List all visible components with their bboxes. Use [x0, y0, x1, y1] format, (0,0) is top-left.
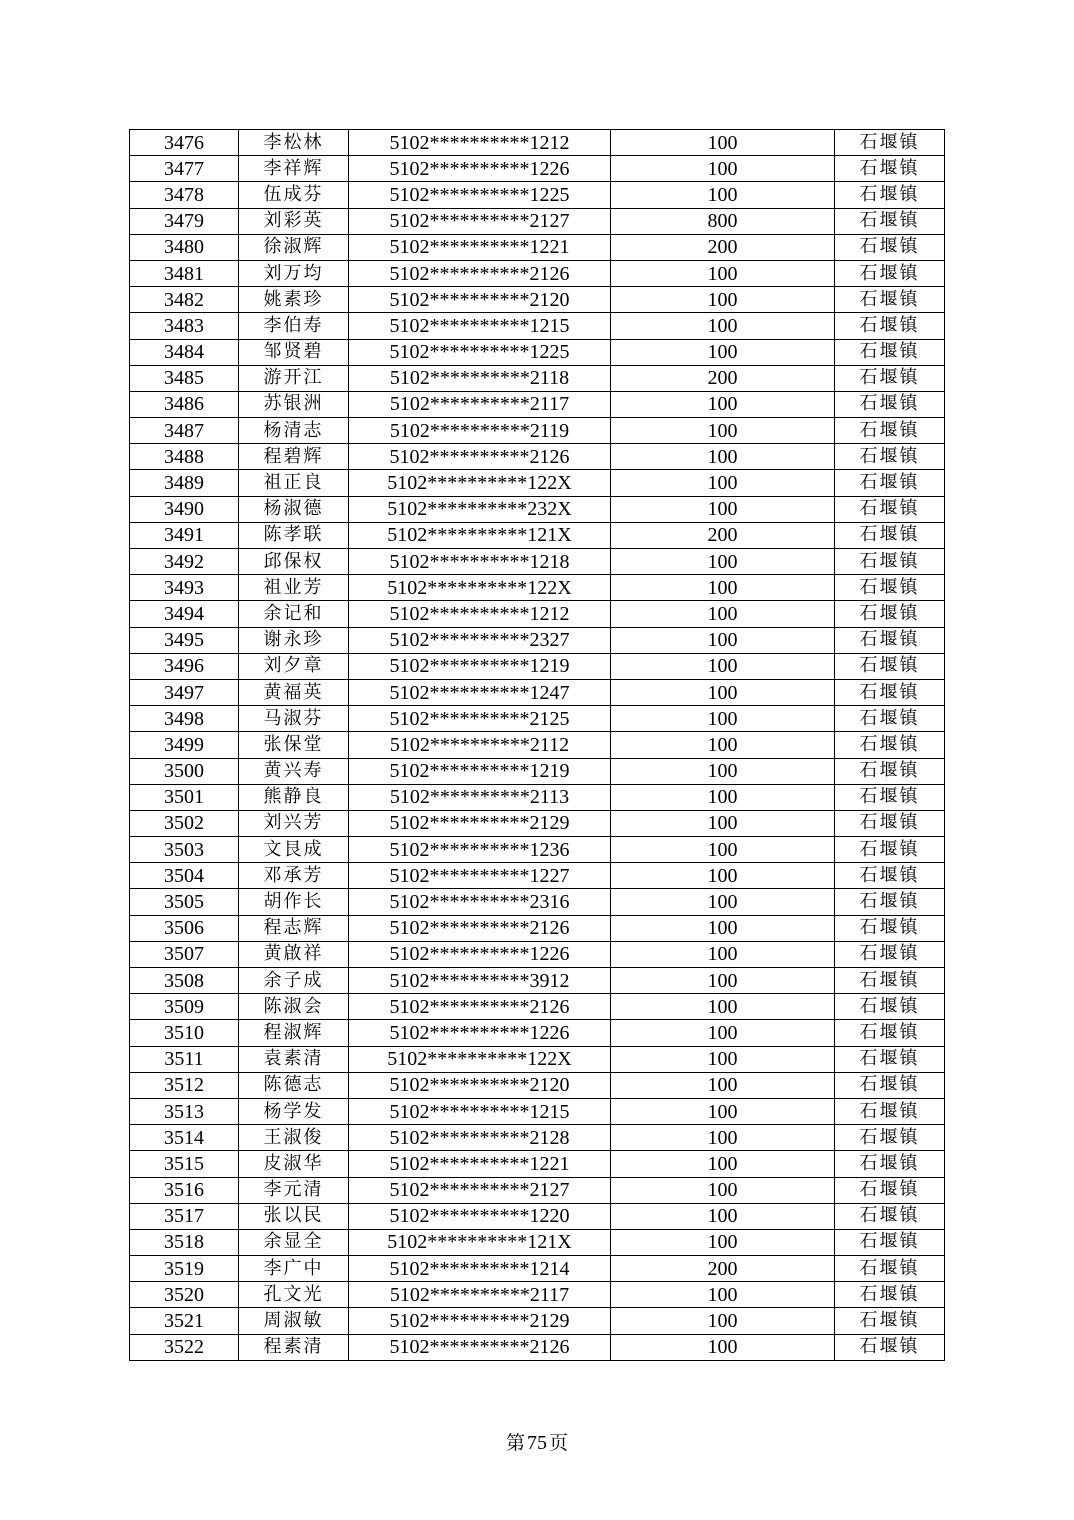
page-footer — [0, 1428, 1074, 1455]
id-number-cell: 5102**********2129 — [349, 810, 611, 836]
name-cell: 游开江 — [239, 365, 349, 391]
id-number-cell: 5102**********2112 — [349, 732, 611, 758]
table-row — [130, 941, 945, 967]
amount-cell: 200 — [611, 1256, 835, 1282]
id-number-cell: 5102**********1225 — [349, 339, 611, 365]
town-cell: 石堰镇 — [835, 1098, 945, 1124]
id-number-cell: 5102**********122X — [349, 1046, 611, 1072]
name-cell: 苏银洲 — [239, 391, 349, 417]
town-cell: 石堰镇 — [835, 679, 945, 705]
serial-number-cell: 3518 — [130, 1229, 239, 1255]
name-cell: 黄兴寿 — [239, 758, 349, 784]
town-cell: 石堰镇 — [835, 968, 945, 994]
table-row — [130, 208, 945, 234]
id-number-cell: 5102**********1236 — [349, 837, 611, 863]
town-cell: 石堰镇 — [835, 444, 945, 470]
table-row — [130, 1020, 945, 1046]
town-cell: 石堰镇 — [835, 1177, 945, 1203]
table-row — [130, 1256, 945, 1282]
id-number-cell: 5102**********2126 — [349, 260, 611, 286]
amount-cell: 100 — [611, 1229, 835, 1255]
page-footer-prefix: 第 — [505, 1432, 525, 1454]
serial-number-cell: 3502 — [130, 810, 239, 836]
amount-cell: 100 — [611, 837, 835, 863]
table-row — [130, 889, 945, 915]
id-number-cell: 5102**********121X — [349, 1229, 611, 1255]
records-table — [129, 129, 945, 1361]
table-row — [130, 601, 945, 627]
table-row — [130, 653, 945, 679]
name-cell: 周淑敏 — [239, 1308, 349, 1334]
town-cell: 石堰镇 — [835, 549, 945, 575]
serial-number-cell: 3511 — [130, 1046, 239, 1072]
serial-number-cell: 3483 — [130, 313, 239, 339]
name-cell: 袁素清 — [239, 1046, 349, 1072]
table-row — [130, 706, 945, 732]
serial-number-cell: 3510 — [130, 1020, 239, 1046]
serial-number-cell: 3501 — [130, 784, 239, 810]
serial-number-cell: 3508 — [130, 968, 239, 994]
name-cell: 余记和 — [239, 601, 349, 627]
table-row — [130, 339, 945, 365]
serial-number-cell: 3486 — [130, 391, 239, 417]
table-row — [130, 994, 945, 1020]
town-cell: 石堰镇 — [835, 706, 945, 732]
id-number-cell: 5102**********1247 — [349, 679, 611, 705]
id-number-cell: 5102**********232X — [349, 496, 611, 522]
amount-cell: 100 — [611, 1177, 835, 1203]
amount-cell: 100 — [611, 444, 835, 470]
table-row — [130, 182, 945, 208]
name-cell: 黄啟祥 — [239, 941, 349, 967]
amount-cell: 100 — [611, 706, 835, 732]
town-cell: 石堰镇 — [835, 522, 945, 548]
town-cell: 石堰镇 — [835, 182, 945, 208]
name-cell: 李松林 — [239, 130, 349, 156]
serial-number-cell: 3484 — [130, 339, 239, 365]
amount-cell: 100 — [611, 260, 835, 286]
serial-number-cell: 3516 — [130, 1177, 239, 1203]
name-cell: 李祥辉 — [239, 156, 349, 182]
name-cell: 祖正良 — [239, 470, 349, 496]
serial-number-cell: 3477 — [130, 156, 239, 182]
id-number-cell: 5102**********2120 — [349, 287, 611, 313]
serial-number-cell: 3482 — [130, 287, 239, 313]
serial-number-cell: 3487 — [130, 418, 239, 444]
id-number-cell: 5102**********2125 — [349, 706, 611, 732]
amount-cell: 100 — [611, 653, 835, 679]
serial-number-cell: 3491 — [130, 522, 239, 548]
name-cell: 程素清 — [239, 1334, 349, 1360]
town-cell: 石堰镇 — [835, 994, 945, 1020]
town-cell: 石堰镇 — [835, 1203, 945, 1229]
id-number-cell: 5102**********1212 — [349, 130, 611, 156]
id-number-cell: 5102**********2113 — [349, 784, 611, 810]
id-number-cell: 5102**********1212 — [349, 601, 611, 627]
serial-number-cell: 3488 — [130, 444, 239, 470]
table-row — [130, 679, 945, 705]
id-number-cell: 5102**********2127 — [349, 1177, 611, 1203]
id-number-cell: 5102**********121X — [349, 522, 611, 548]
name-cell: 徐淑辉 — [239, 234, 349, 260]
name-cell: 皮淑华 — [239, 1151, 349, 1177]
table-row — [130, 365, 945, 391]
serial-number-cell: 3478 — [130, 182, 239, 208]
name-cell: 谢永珍 — [239, 627, 349, 653]
name-cell: 李广中 — [239, 1256, 349, 1282]
id-number-cell: 5102**********2120 — [349, 1072, 611, 1098]
table-row — [130, 1334, 945, 1360]
serial-number-cell: 3492 — [130, 549, 239, 575]
table-row — [130, 627, 945, 653]
id-number-cell: 5102**********1226 — [349, 156, 611, 182]
table-row — [130, 496, 945, 522]
amount-cell: 100 — [611, 313, 835, 339]
town-cell: 石堰镇 — [835, 1046, 945, 1072]
name-cell: 陈淑会 — [239, 994, 349, 1020]
name-cell: 孔文光 — [239, 1282, 349, 1308]
town-cell: 石堰镇 — [835, 1256, 945, 1282]
serial-number-cell: 3481 — [130, 260, 239, 286]
id-number-cell: 5102**********1226 — [349, 1020, 611, 1046]
name-cell: 邱保权 — [239, 549, 349, 575]
serial-number-cell: 3514 — [130, 1125, 239, 1151]
id-number-cell: 5102**********2117 — [349, 391, 611, 417]
town-cell: 石堰镇 — [835, 784, 945, 810]
serial-number-cell: 3509 — [130, 994, 239, 1020]
town-cell: 石堰镇 — [835, 1151, 945, 1177]
serial-number-cell: 3480 — [130, 234, 239, 260]
records-table-body — [130, 130, 945, 1361]
name-cell: 李元清 — [239, 1177, 349, 1203]
name-cell: 余显全 — [239, 1229, 349, 1255]
amount-cell: 800 — [611, 208, 835, 234]
id-number-cell: 5102**********2118 — [349, 365, 611, 391]
table-row — [130, 1151, 945, 1177]
id-number-cell: 5102**********2129 — [349, 1308, 611, 1334]
name-cell: 刘兴芳 — [239, 810, 349, 836]
town-cell: 石堰镇 — [835, 339, 945, 365]
serial-number-cell: 3521 — [130, 1308, 239, 1334]
amount-cell: 200 — [611, 234, 835, 260]
amount-cell: 200 — [611, 522, 835, 548]
name-cell: 杨淑德 — [239, 496, 349, 522]
name-cell: 黄福英 — [239, 679, 349, 705]
amount-cell: 100 — [611, 627, 835, 653]
name-cell: 姚素珍 — [239, 287, 349, 313]
serial-number-cell: 3495 — [130, 627, 239, 653]
amount-cell: 100 — [611, 1046, 835, 1072]
name-cell: 刘夕章 — [239, 653, 349, 679]
name-cell: 祖业芳 — [239, 575, 349, 601]
name-cell: 熊静良 — [239, 784, 349, 810]
table-row — [130, 313, 945, 339]
amount-cell: 200 — [611, 365, 835, 391]
table-row — [130, 470, 945, 496]
page-footer-suffix: 页 — [549, 1432, 569, 1454]
id-number-cell: 5102**********2119 — [349, 418, 611, 444]
id-number-cell: 5102**********1219 — [349, 758, 611, 784]
town-cell: 石堰镇 — [835, 391, 945, 417]
amount-cell: 100 — [611, 994, 835, 1020]
name-cell: 王淑俊 — [239, 1125, 349, 1151]
amount-cell: 100 — [611, 1282, 835, 1308]
town-cell: 石堰镇 — [835, 1125, 945, 1151]
serial-number-cell: 3506 — [130, 915, 239, 941]
name-cell: 邓承芳 — [239, 863, 349, 889]
town-cell: 石堰镇 — [835, 732, 945, 758]
amount-cell: 100 — [611, 130, 835, 156]
town-cell: 石堰镇 — [835, 863, 945, 889]
town-cell: 石堰镇 — [835, 915, 945, 941]
table-row — [130, 444, 945, 470]
amount-cell: 100 — [611, 287, 835, 313]
id-number-cell: 5102**********1221 — [349, 1151, 611, 1177]
table-row — [130, 915, 945, 941]
name-cell: 程志辉 — [239, 915, 349, 941]
serial-number-cell: 3496 — [130, 653, 239, 679]
table-row — [130, 260, 945, 286]
amount-cell: 100 — [611, 679, 835, 705]
town-cell: 石堰镇 — [835, 287, 945, 313]
town-cell: 石堰镇 — [835, 156, 945, 182]
id-number-cell: 5102**********2316 — [349, 889, 611, 915]
table-row — [130, 837, 945, 863]
town-cell: 石堰镇 — [835, 941, 945, 967]
name-cell: 文艮成 — [239, 837, 349, 863]
table-row — [130, 1203, 945, 1229]
amount-cell: 100 — [611, 549, 835, 575]
town-cell: 石堰镇 — [835, 653, 945, 679]
name-cell: 张以民 — [239, 1203, 349, 1229]
page-number: 75 — [527, 1432, 547, 1454]
name-cell: 杨清志 — [239, 418, 349, 444]
table-row — [130, 1229, 945, 1255]
table-row — [130, 418, 945, 444]
amount-cell: 100 — [611, 1125, 835, 1151]
serial-number-cell: 3500 — [130, 758, 239, 784]
town-cell: 石堰镇 — [835, 1072, 945, 1098]
id-number-cell: 5102**********1227 — [349, 863, 611, 889]
serial-number-cell: 3520 — [130, 1282, 239, 1308]
serial-number-cell: 3497 — [130, 679, 239, 705]
serial-number-cell: 3505 — [130, 889, 239, 915]
town-cell: 石堰镇 — [835, 1229, 945, 1255]
name-cell: 杨学发 — [239, 1098, 349, 1124]
amount-cell: 100 — [611, 1151, 835, 1177]
amount-cell: 100 — [611, 732, 835, 758]
town-cell: 石堰镇 — [835, 260, 945, 286]
town-cell: 石堰镇 — [835, 758, 945, 784]
town-cell: 石堰镇 — [835, 234, 945, 260]
id-number-cell: 5102**********2126 — [349, 994, 611, 1020]
id-number-cell: 5102**********2126 — [349, 444, 611, 470]
amount-cell: 100 — [611, 889, 835, 915]
amount-cell: 100 — [611, 339, 835, 365]
id-number-cell: 5102**********3912 — [349, 968, 611, 994]
town-cell: 石堰镇 — [835, 130, 945, 156]
serial-number-cell: 3479 — [130, 208, 239, 234]
serial-number-cell: 3504 — [130, 863, 239, 889]
id-number-cell: 5102**********122X — [349, 470, 611, 496]
serial-number-cell: 3515 — [130, 1151, 239, 1177]
id-number-cell: 5102**********2128 — [349, 1125, 611, 1151]
town-cell: 石堰镇 — [835, 575, 945, 601]
table-row — [130, 156, 945, 182]
town-cell: 石堰镇 — [835, 1308, 945, 1334]
serial-number-cell: 3494 — [130, 601, 239, 627]
town-cell: 石堰镇 — [835, 837, 945, 863]
id-number-cell: 5102**********2126 — [349, 1334, 611, 1360]
table-row — [130, 1098, 945, 1124]
serial-number-cell: 3503 — [130, 837, 239, 863]
town-cell: 石堰镇 — [835, 365, 945, 391]
table-row — [130, 1177, 945, 1203]
id-number-cell: 5102**********1219 — [349, 653, 611, 679]
town-cell: 石堰镇 — [835, 810, 945, 836]
amount-cell: 100 — [611, 810, 835, 836]
amount-cell: 100 — [611, 391, 835, 417]
id-number-cell: 5102**********1225 — [349, 182, 611, 208]
id-number-cell: 5102**********2126 — [349, 915, 611, 941]
name-cell: 刘彩英 — [239, 208, 349, 234]
table-row — [130, 810, 945, 836]
id-number-cell: 5102**********1221 — [349, 234, 611, 260]
amount-cell: 100 — [611, 863, 835, 889]
name-cell: 李伯寿 — [239, 313, 349, 339]
table-row — [130, 1125, 945, 1151]
name-cell: 邹贤碧 — [239, 339, 349, 365]
name-cell: 马淑芬 — [239, 706, 349, 732]
id-number-cell: 5102**********1220 — [349, 1203, 611, 1229]
table-row — [130, 1046, 945, 1072]
table-row — [130, 968, 945, 994]
town-cell: 石堰镇 — [835, 601, 945, 627]
amount-cell: 100 — [611, 601, 835, 627]
town-cell: 石堰镇 — [835, 313, 945, 339]
name-cell: 张保堂 — [239, 732, 349, 758]
amount-cell: 100 — [611, 1098, 835, 1124]
table-row — [130, 863, 945, 889]
name-cell: 胡作长 — [239, 889, 349, 915]
serial-number-cell: 3522 — [130, 1334, 239, 1360]
table-row — [130, 784, 945, 810]
id-number-cell: 5102**********1215 — [349, 313, 611, 339]
serial-number-cell: 3493 — [130, 575, 239, 601]
name-cell: 刘万均 — [239, 260, 349, 286]
serial-number-cell: 3519 — [130, 1256, 239, 1282]
table-row — [130, 758, 945, 784]
id-number-cell: 5102**********1218 — [349, 549, 611, 575]
table-row — [130, 1308, 945, 1334]
serial-number-cell: 3498 — [130, 706, 239, 732]
id-number-cell: 5102**********1214 — [349, 1256, 611, 1282]
table-row — [130, 130, 945, 156]
amount-cell: 100 — [611, 496, 835, 522]
amount-cell: 100 — [611, 1072, 835, 1098]
serial-number-cell: 3489 — [130, 470, 239, 496]
amount-cell: 100 — [611, 575, 835, 601]
serial-number-cell: 3507 — [130, 941, 239, 967]
name-cell: 伍成芬 — [239, 182, 349, 208]
amount-cell: 100 — [611, 1308, 835, 1334]
serial-number-cell: 3517 — [130, 1203, 239, 1229]
amount-cell: 100 — [611, 1020, 835, 1046]
id-number-cell: 5102**********2327 — [349, 627, 611, 653]
amount-cell: 100 — [611, 182, 835, 208]
town-cell: 石堰镇 — [835, 1282, 945, 1308]
amount-cell: 100 — [611, 418, 835, 444]
name-cell: 程淑辉 — [239, 1020, 349, 1046]
id-number-cell: 5102**********1215 — [349, 1098, 611, 1124]
amount-cell: 100 — [611, 968, 835, 994]
serial-number-cell: 3513 — [130, 1098, 239, 1124]
town-cell: 石堰镇 — [835, 1020, 945, 1046]
amount-cell: 100 — [611, 941, 835, 967]
town-cell: 石堰镇 — [835, 496, 945, 522]
table-row — [130, 575, 945, 601]
serial-number-cell: 3499 — [130, 732, 239, 758]
town-cell: 石堰镇 — [835, 208, 945, 234]
amount-cell: 100 — [611, 758, 835, 784]
table-row — [130, 1282, 945, 1308]
table-row — [130, 522, 945, 548]
id-number-cell: 5102**********1226 — [349, 941, 611, 967]
name-cell: 陈孝联 — [239, 522, 349, 548]
amount-cell: 100 — [611, 784, 835, 810]
town-cell: 石堰镇 — [835, 470, 945, 496]
amount-cell: 100 — [611, 470, 835, 496]
town-cell: 石堰镇 — [835, 627, 945, 653]
serial-number-cell: 3476 — [130, 130, 239, 156]
serial-number-cell: 3512 — [130, 1072, 239, 1098]
amount-cell: 100 — [611, 1203, 835, 1229]
table-row — [130, 1072, 945, 1098]
amount-cell: 100 — [611, 156, 835, 182]
amount-cell: 100 — [611, 1334, 835, 1360]
id-number-cell: 5102**********2127 — [349, 208, 611, 234]
serial-number-cell: 3490 — [130, 496, 239, 522]
amount-cell: 100 — [611, 915, 835, 941]
town-cell: 石堰镇 — [835, 418, 945, 444]
id-number-cell: 5102**********122X — [349, 575, 611, 601]
table-row — [130, 732, 945, 758]
name-cell: 程碧辉 — [239, 444, 349, 470]
id-number-cell: 5102**********2117 — [349, 1282, 611, 1308]
table-row — [130, 234, 945, 260]
serial-number-cell: 3485 — [130, 365, 239, 391]
name-cell: 陈德志 — [239, 1072, 349, 1098]
table-row — [130, 549, 945, 575]
town-cell: 石堰镇 — [835, 1334, 945, 1360]
table-row — [130, 287, 945, 313]
name-cell: 余子成 — [239, 968, 349, 994]
table-row — [130, 391, 945, 417]
town-cell: 石堰镇 — [835, 889, 945, 915]
